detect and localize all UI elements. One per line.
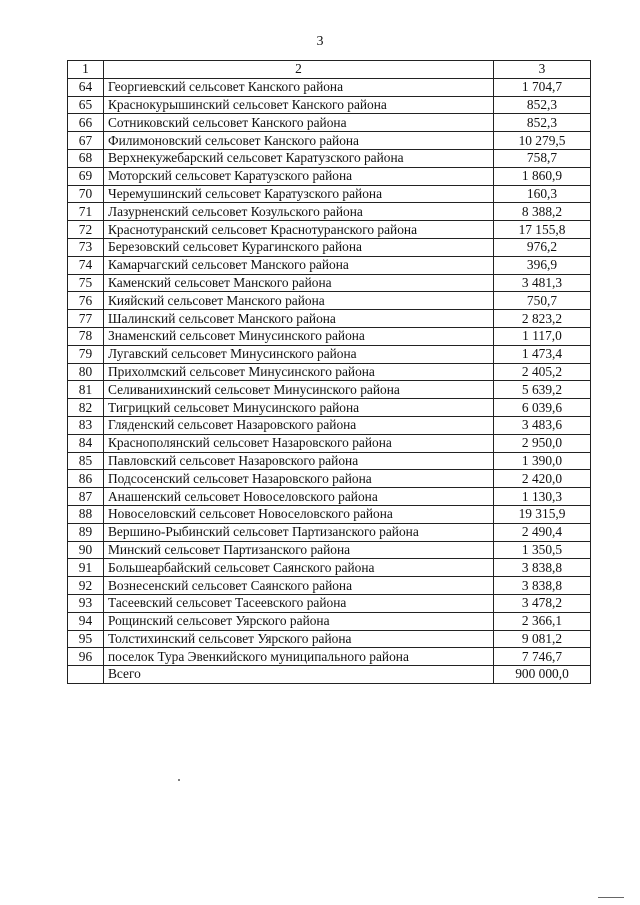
- row-name: Анашенский сельсовет Новоселовского района: [104, 488, 494, 506]
- header-cell-name: 2: [104, 61, 494, 79]
- scan-speck: [178, 779, 180, 781]
- row-number: 87: [68, 488, 104, 506]
- table-row: [68, 612, 591, 630]
- row-name: Новоселовский сельсовет Новоселовского района: [104, 505, 494, 523]
- row-name: Краснотуранский сельсовет Краснотуранского района: [104, 221, 494, 239]
- row-number: 67: [68, 132, 104, 150]
- row-value: 852,3: [494, 114, 591, 132]
- row-value: 9 081,2: [494, 630, 591, 648]
- row-number: 66: [68, 114, 104, 132]
- row-number: 73: [68, 238, 104, 256]
- row-name: Шалинский сельсовет Манского района: [104, 310, 494, 328]
- row-name: Вершино-Рыбинский сельсовет Партизанского района: [104, 523, 494, 541]
- table-row: [68, 132, 591, 150]
- row-value: 5 639,2: [494, 381, 591, 399]
- row-number: 76: [68, 292, 104, 310]
- row-number: 64: [68, 78, 104, 96]
- table-row: [68, 274, 591, 292]
- row-number: 84: [68, 434, 104, 452]
- row-name: Минский сельсовет Партизанского района: [104, 541, 494, 559]
- table-row: [68, 256, 591, 274]
- table-row: [68, 203, 591, 221]
- row-value: 10 279,5: [494, 132, 591, 150]
- row-value: 2 420,0: [494, 470, 591, 488]
- row-number: 93: [68, 594, 104, 612]
- row-value: 3 478,2: [494, 594, 591, 612]
- table-row: [68, 221, 591, 239]
- row-value: 3 838,8: [494, 559, 591, 577]
- total-label: Всего: [104, 666, 494, 684]
- table-row: [68, 399, 591, 417]
- table-row: [68, 434, 591, 452]
- row-value: 2 366,1: [494, 612, 591, 630]
- row-number: 86: [68, 470, 104, 488]
- table-row: [68, 167, 591, 185]
- table-row: [68, 505, 591, 523]
- row-number: 85: [68, 452, 104, 470]
- row-value: 3 483,6: [494, 416, 591, 434]
- table-row: [68, 541, 591, 559]
- row-number: 89: [68, 523, 104, 541]
- page-number: 3: [316, 34, 324, 49]
- row-value: 1 350,5: [494, 541, 591, 559]
- row-name: Кияйский сельсовет Манского района: [104, 292, 494, 310]
- row-value: 750,7: [494, 292, 591, 310]
- row-name: Гляденский сельсовет Назаровского района: [104, 416, 494, 434]
- row-value: 7 746,7: [494, 648, 591, 666]
- table-row: [68, 470, 591, 488]
- row-name: Подсосенский сельсовет Назаровского района: [104, 470, 494, 488]
- row-name: Верхнекужебарский сельсовет Каратузского района: [104, 149, 494, 167]
- row-value: 2 950,0: [494, 434, 591, 452]
- row-number: 79: [68, 345, 104, 363]
- allocation-table: [67, 60, 591, 684]
- row-name: Камарчагский сельсовет Манского района: [104, 256, 494, 274]
- row-number: 82: [68, 399, 104, 417]
- row-number: 80: [68, 363, 104, 381]
- row-value: 6 039,6: [494, 399, 591, 417]
- row-number: 75: [68, 274, 104, 292]
- total-number: [68, 666, 104, 684]
- row-number: 71: [68, 203, 104, 221]
- table-row: [68, 648, 591, 666]
- row-number: 95: [68, 630, 104, 648]
- table-row: [68, 559, 591, 577]
- row-number: 74: [68, 256, 104, 274]
- row-name: поселок Тура Эвенкийского муниципального района: [104, 648, 494, 666]
- row-value: 976,2: [494, 238, 591, 256]
- table-row: [68, 238, 591, 256]
- table-total-row: [68, 666, 591, 684]
- table-row: [68, 488, 591, 506]
- row-name: Тасеевский сельсовет Тасеевского района: [104, 594, 494, 612]
- row-value: 1 860,9: [494, 167, 591, 185]
- table-row: [68, 523, 591, 541]
- row-value: 1 390,0: [494, 452, 591, 470]
- row-number: 96: [68, 648, 104, 666]
- row-name: Знаменский сельсовет Минусинского района: [104, 327, 494, 345]
- row-number: 72: [68, 221, 104, 239]
- row-value: 1 473,4: [494, 345, 591, 363]
- table-header-row: [68, 61, 591, 79]
- row-number: 65: [68, 96, 104, 114]
- row-value: 3 481,3: [494, 274, 591, 292]
- row-value: 2 490,4: [494, 523, 591, 541]
- row-name: Сотниковский сельсовет Канского района: [104, 114, 494, 132]
- table-row: [68, 452, 591, 470]
- row-value: 2 823,2: [494, 310, 591, 328]
- row-value: 1 704,7: [494, 78, 591, 96]
- table-row: [68, 310, 591, 328]
- row-name: Селиванихинский сельсовет Минусинского района: [104, 381, 494, 399]
- row-name: Березовский сельсовет Курагинского района: [104, 238, 494, 256]
- table-row: [68, 363, 591, 381]
- row-name: Лазурненский сельсовет Козульского района: [104, 203, 494, 221]
- table-row: [68, 327, 591, 345]
- row-number: 91: [68, 559, 104, 577]
- table-row: [68, 630, 591, 648]
- row-value: 19 315,9: [494, 505, 591, 523]
- row-number: 69: [68, 167, 104, 185]
- row-number: 78: [68, 327, 104, 345]
- row-name: Лугавский сельсовет Минусинского района: [104, 345, 494, 363]
- row-name: Большеарбайский сельсовет Саянского района: [104, 559, 494, 577]
- row-number: 83: [68, 416, 104, 434]
- row-name: Вознесенский сельсовет Саянского района: [104, 577, 494, 595]
- row-number: 77: [68, 310, 104, 328]
- row-name: Толстихинский сельсовет Уярского района: [104, 630, 494, 648]
- row-number: 68: [68, 149, 104, 167]
- table-row: [68, 381, 591, 399]
- row-name: Краснокурышинский сельсовет Канского района: [104, 96, 494, 114]
- row-name: Георгиевский сельсовет Канского района: [104, 78, 494, 96]
- row-value: 758,7: [494, 149, 591, 167]
- row-value: 17 155,8: [494, 221, 591, 239]
- header-cell-number: 1: [68, 61, 104, 79]
- row-number: 81: [68, 381, 104, 399]
- table-row: [68, 78, 591, 96]
- row-name: Павловский сельсовет Назаровского района: [104, 452, 494, 470]
- row-name: Рощинский сельсовет Уярского района: [104, 612, 494, 630]
- row-number: 88: [68, 505, 104, 523]
- row-name: Каменский сельсовет Манского района: [104, 274, 494, 292]
- row-value: 2 405,2: [494, 363, 591, 381]
- row-value: 160,3: [494, 185, 591, 203]
- header-cell-value: 3: [494, 61, 591, 79]
- row-number: 92: [68, 577, 104, 595]
- row-value: 1 130,3: [494, 488, 591, 506]
- table-row: [68, 114, 591, 132]
- table-body: [68, 61, 591, 684]
- row-value: 3 838,8: [494, 577, 591, 595]
- table-row: [68, 292, 591, 310]
- row-name: Черемушинский сельсовет Каратузского района: [104, 185, 494, 203]
- table-row: [68, 96, 591, 114]
- row-number: 70: [68, 185, 104, 203]
- table-row: [68, 416, 591, 434]
- row-number: 94: [68, 612, 104, 630]
- row-name: Краснополянский сельсовет Назаровского района: [104, 434, 494, 452]
- row-value: 396,9: [494, 256, 591, 274]
- row-name: Моторский сельсовет Каратузского района: [104, 167, 494, 185]
- table-row: [68, 577, 591, 595]
- table-row: [68, 345, 591, 363]
- table-row: [68, 594, 591, 612]
- table-row: [68, 149, 591, 167]
- row-number: 90: [68, 541, 104, 559]
- row-name: Филимоновский сельсовет Канского района: [104, 132, 494, 150]
- table-row: [68, 185, 591, 203]
- row-name: Тигрицкий сельсовет Минусинского района: [104, 399, 494, 417]
- row-value: 852,3: [494, 96, 591, 114]
- row-value: 8 388,2: [494, 203, 591, 221]
- row-value: 1 117,0: [494, 327, 591, 345]
- total-value: 900 000,0: [494, 666, 591, 684]
- corner-mark: [598, 897, 624, 898]
- row-name: Прихолмский сельсовет Минусинского района: [104, 363, 494, 381]
